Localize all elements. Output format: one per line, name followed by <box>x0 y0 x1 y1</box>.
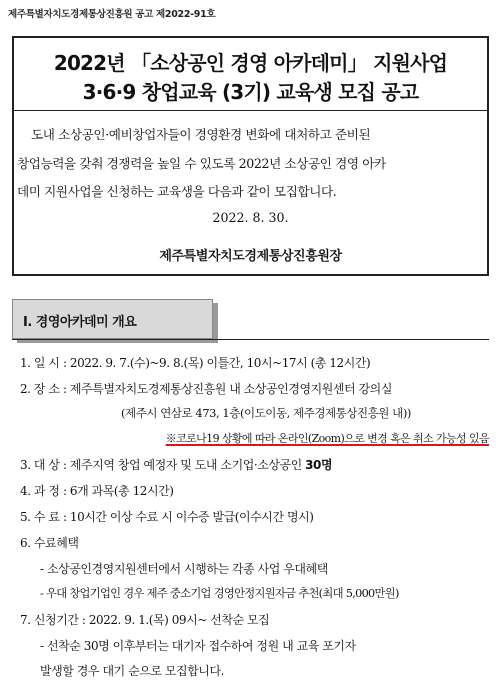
item-venue <box>20 380 392 397</box>
item-application-line1: - 선착순 30명 이후부터는 대기자 접수하여 정원 내 교육 포기자 <box>40 639 356 653</box>
item-application-label: 7. 신청기간 <box>20 613 79 627</box>
item-completion <box>20 508 313 525</box>
item-completion-value: : 10시간 이상 수료 시 이수증 발급(이수시간 명시) <box>62 510 314 524</box>
notice-date: 2022. 8. 30. <box>212 210 289 225</box>
notice-title-line2: 3·6·9 창업교육 (3기) 교육생 모집 공고 <box>82 80 419 104</box>
item-target-count: 30명 <box>305 458 333 472</box>
item-application <box>20 611 269 628</box>
notice-box <box>12 36 489 276</box>
item-completion-label: 5. 수 료 <box>20 510 60 524</box>
intro-text-line2: 창업능력을 갖춰 경쟁력을 높일 수 있도록 2022년 소상공인 경영 아카 <box>17 156 386 171</box>
item-benefits-line1: - 소상공인경영지원센터에서 시행하는 각종 사업 우대혜택 <box>40 562 328 576</box>
item-course-label: 4. 과 정 <box>20 484 60 498</box>
item-venue-label: 2. 장 소 <box>20 382 60 396</box>
item-venue-value: : 제주특별자치도경제통상진흥원 내 소상공인경영지원센터 강의실 <box>62 382 392 396</box>
item-target-value: : 제주지역 창업 예정자 및 도내 소기업·소상공인 <box>62 458 306 472</box>
section-header-box <box>12 299 213 339</box>
intro-text-line1: 도내 소상공인·예비창업자들이 경영환경 변화에 대처하고 준비된 <box>31 127 371 142</box>
section-title: Ⅰ. 경영아카데미 개요 <box>23 315 137 330</box>
issuer-name: 제주특별자치도경제통상진흥원장 <box>159 249 342 264</box>
item-course <box>20 482 174 499</box>
section-divider <box>12 339 489 340</box>
item-benefits-label: 6. 수료혜택 <box>20 536 79 550</box>
item-target <box>20 456 332 473</box>
item-target-label: 3. 대 상 <box>20 458 60 472</box>
title-divider <box>14 110 487 111</box>
item-venue-address: (제주시 연삼로 473, 1층(이도이동, 제주경제통상진흥원 내)) <box>121 406 411 420</box>
notice-title-line1: 2022년 「소상공인 경영 아카데미」 지원사업 <box>53 51 448 75</box>
item-schedule-value: : 2022. 9. 7.(수)~9. 8.(목) 이틀간, 10시~17시 (총 12시간) <box>62 356 371 370</box>
item-application-value: : 2022. 9. 1.(목) 09시~ 선착순 모집 <box>81 613 270 627</box>
item-course-value: : 6개 과목(총 12시간) <box>62 484 174 498</box>
covid-note: ※코로나19 상황에 따라 온라인(Zoom)으로 변경 혹은 취소 가능성 있음 <box>165 432 489 445</box>
item-application-line2: 발생할 경우 대기 순으로 모집합니다. <box>40 664 224 678</box>
document-number: 제주특별자치도경제통상진흥원 공고 제2022-91호 <box>8 9 216 20</box>
intro-text-line3: 데미 지원사업을 신청하는 교육생을 다음과 같이 모집합니다. <box>17 184 337 199</box>
item-benefits-line2: - 우대 창업기업인 경우 제주 중소기업 경영안정지원자금 추천(최대 5,000만원) <box>40 587 399 600</box>
item-schedule <box>20 354 370 371</box>
item-schedule-label: 1. 일 시 <box>20 356 60 370</box>
